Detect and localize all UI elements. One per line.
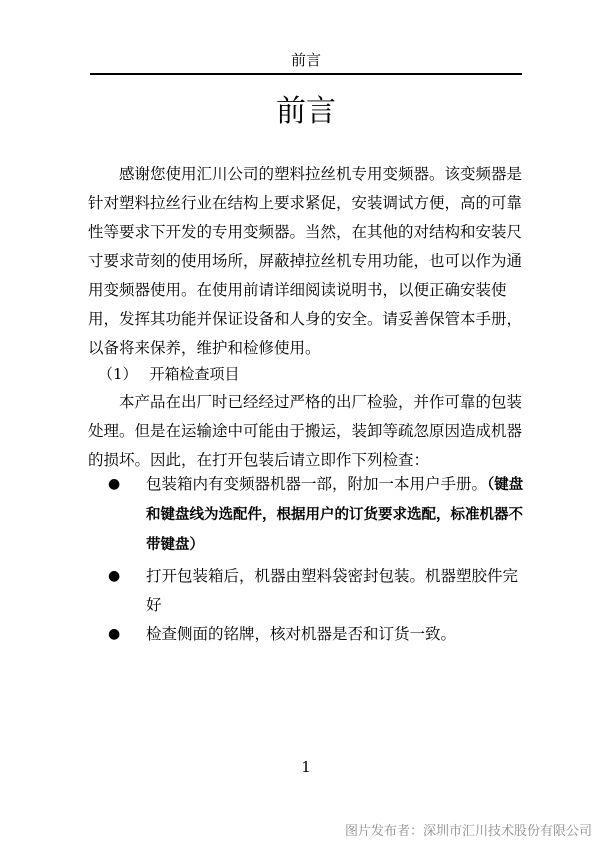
publisher-watermark: 图片发布者：深圳市汇川技术股份有限公司 xyxy=(344,824,592,839)
bullet-icon: ● xyxy=(108,626,121,642)
list-item xyxy=(88,470,528,560)
list-item-text: 打开包装箱后，机器由塑料袋密封包装。机器塑胶件完好 xyxy=(146,567,519,614)
list-item-note: （键盘和键盘线为选配件，根据用户的订货要求选配，标准机器不带键盘） xyxy=(146,477,524,553)
section-title: 开箱检查项目 xyxy=(149,365,240,383)
list-item-text: 包装箱内有变频器机器一部，附加一本用户手册。 xyxy=(146,475,488,493)
list-item xyxy=(88,562,528,620)
bullet-icon: ● xyxy=(108,476,121,492)
list-item-text: 检查侧面的铭牌，核对机器是否和订货一致。 xyxy=(146,625,457,643)
bullet-icon: ● xyxy=(108,568,121,584)
section-paragraph: 本产品在出厂时已经经过严格的出厂检验，并作可靠的包装处理。但是在运输途中可能由于搬运，装卸等疏忽原因造成机器的损坏。因此，在打开包装后请立即作下列检查： xyxy=(88,393,523,469)
checklist xyxy=(88,470,528,649)
section-number: （1） xyxy=(98,365,138,383)
intro-paragraph: 感谢您使用汇川公司的塑料拉丝机专用变频器。该变频器是针对塑料拉丝行业在结构上要求紧促，安装调试方便，高的可靠性等要求下开发的专用变频器。当然，在其他的对结构和安装尺寸要求苛刻的使用场所，屏蔽掉拉丝机专用功能，也可以作为通用变频器使用。在使用前请详细阅读说明书，以便正确安装使用，发挥其功能并保证设备和人身的安全。请妥善保管本手册，以备将来保养，维护和检修使用。 xyxy=(88,165,523,357)
header-rule xyxy=(90,73,522,75)
section-heading xyxy=(98,363,240,385)
page-title: 前言 xyxy=(276,94,336,129)
page-number: 1 xyxy=(301,758,311,776)
list-item xyxy=(88,620,528,649)
running-header: 前言 xyxy=(290,51,321,69)
